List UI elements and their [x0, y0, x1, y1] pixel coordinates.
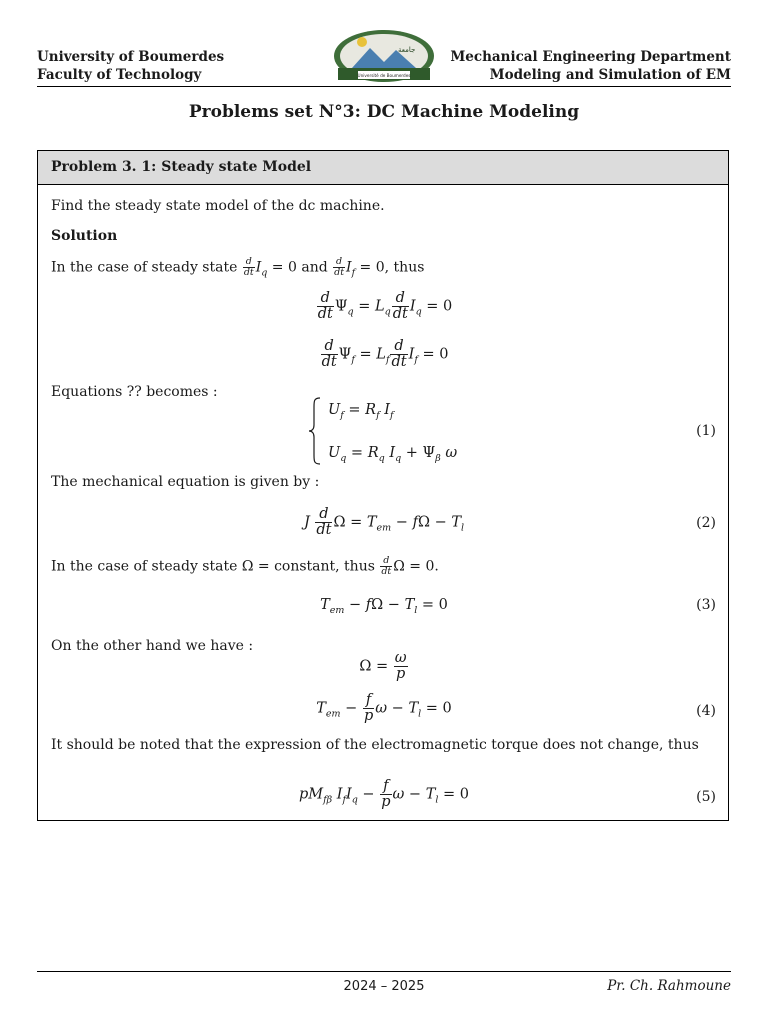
footer-author: Pr. Ch. Rahmoune: [607, 978, 731, 994]
equation-final: $pM_{f\beta}$ $I_fI_q$ − $\frac{f}{p}$ $\omega - T_l = 0$: [298, 778, 470, 810]
paragraph-steady-state: In the case of steady state $\frac{d}{dt}$ $I_q = 0$ and $\frac{d}{dt}$ $I_f = 0$, thus: [51, 256, 425, 279]
page-title: Problems set N°3: DC Machine Modeling: [188, 102, 580, 122]
equation-psi-f: $\frac{d}{dt}$ $\Psi_f = L_f$ $\frac{d}{dt}$ $I_f = 0$: [321, 338, 449, 370]
paragraph-mechanical: The mechanical equation is given by :: [51, 474, 320, 490]
equation-number-2: (2): [696, 515, 716, 531]
svg-text:ﺟﺎﻣﻌﺔ: ﺟﺎﻣﻌﺔ: [398, 46, 416, 54]
paragraph-text: In the case of steady state: [51, 259, 242, 276]
equation-number-3: (3): [696, 597, 716, 613]
equation-psi-q: $\frac{d}{dt}$ $\Psi_q = L_q$ $\frac{d}{dt}$ $I_q = 0$: [317, 290, 453, 322]
paragraph-text: , thus: [384, 259, 425, 276]
paragraph-other-hand: On the other hand we have :: [51, 638, 254, 654]
equation-torque-omega: $T_{em}$ − $\frac{f}{p}$ $\omega - T_l = 0$: [316, 692, 452, 724]
equation-uf: $U_f = R_f$ $I_f$: [328, 402, 394, 421]
header-right: [450, 48, 731, 84]
derivative-fraction: $\frac{d}{dt}$: [381, 555, 392, 577]
faculty-name: Faculty of Technology: [37, 67, 202, 83]
course-name: Modeling and Simulation of EM: [489, 67, 731, 83]
paragraph-text: and: [296, 259, 333, 276]
equation-omega: Ω = $\frac{\omega}{p}$: [359, 650, 407, 682]
paragraph-text: .: [434, 558, 439, 575]
paragraph-torque-note: It should be noted that the expression of the electromagnetic torque does not change, thus: [51, 737, 699, 753]
derivative-fraction: $\frac{d}{dt}$: [334, 256, 345, 278]
paragraph-text: In the case of steady state Ω = constant, thus: [51, 558, 380, 575]
logo-caption: Université de Boumerdes: [357, 73, 411, 78]
equation-number-1: (1): [696, 423, 716, 439]
university-logo: [332, 28, 436, 84]
paragraph-constant-speed: In the case of steady state Ω = constant, thus $\frac{d}{dt}$ Ω = 0.: [51, 555, 439, 577]
problem-statement: Find the steady state model of the dc machine.: [51, 198, 385, 214]
equation-mechanical: J $\frac{d}{dt}$ $\Omega = T_{em} - f\Omega - T_l$: [303, 506, 465, 538]
header-left: [37, 48, 224, 84]
problem-heading: Problem 3. 1: Steady state Model: [38, 151, 728, 185]
equation-steady-torque: $T_{em} - f\Omega - T_l = 0$: [320, 597, 448, 616]
footer-rule: [37, 971, 731, 972]
university-name: University of Boumerdes: [37, 49, 225, 65]
problem-box: [37, 150, 729, 821]
equation-number-4: (4): [696, 703, 716, 719]
paragraph-equations: Equations ?? becomes :: [51, 384, 218, 400]
equation-number-5: (5): [696, 789, 716, 805]
system-brace: [308, 397, 322, 465]
footer-year: 2024 – 2025: [343, 979, 425, 994]
equation-uq: $U_q = R_q$ $I_q + \Psi_\beta$ ω: [328, 445, 458, 464]
header-rule: [37, 86, 731, 87]
department-name: Mechanical Engineering Department: [450, 49, 731, 65]
solution-label: Solution: [51, 228, 118, 244]
derivative-fraction: $\frac{d}{dt}$: [243, 256, 254, 278]
